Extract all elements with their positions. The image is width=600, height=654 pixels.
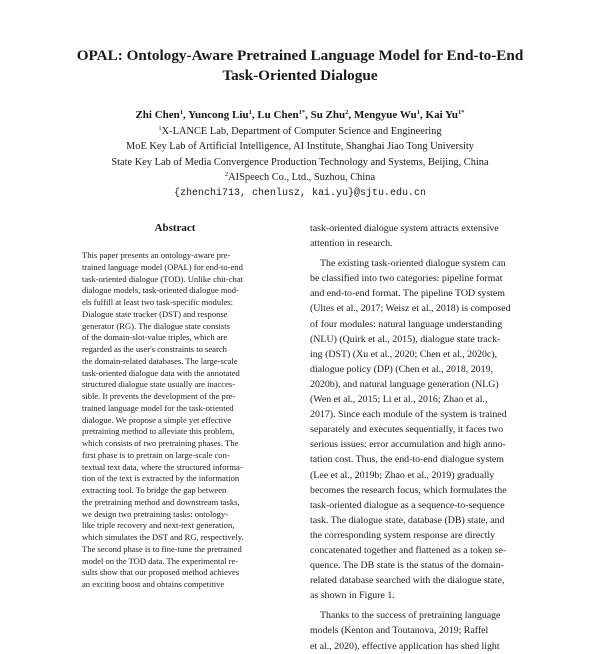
author-emails[interactable]: {zhenchi713, chenlusz, kai.yu}@sjtu.edu.cn xyxy=(173,187,427,199)
affil-sup: 1 xyxy=(158,124,162,132)
affiliation-text: X-LANCE Lab, Department of Computer Science and Engineering xyxy=(161,125,442,137)
abstract-line: dialogue models, task-oriented dialogue mod- xyxy=(82,285,239,296)
title-line: OPAL: Ontology-Aware Pretrained Language Model for End-to-End xyxy=(76,47,524,64)
affil-sup: 2 xyxy=(224,171,229,179)
author-affil: 2 xyxy=(345,109,349,116)
author-list: Zhi Chen$^1$, Yuncong Liu$^1$, Lu Chen$^{1*}$, Su Zhu$^2$, Mengyue Wu$^1$, Kai $Yu^{1*}$ xyxy=(135,109,465,121)
affiliation-text: AISpeech Co., Ltd., Suzhou, China xyxy=(228,172,376,184)
affiliation-line: State Key Lab of Media Convergence Production Technology and Systems, Beijing, China xyxy=(111,156,489,168)
body-line: task. The dialogue state, database (DB) state, and xyxy=(310,514,505,526)
abstract-line: sults show that our proposed method achieves xyxy=(82,567,240,578)
body-line: of four modules: natural language understanding xyxy=(310,318,503,330)
body-line: (Ultes et al., 2017; Weisz et al., 2018) is composed xyxy=(310,303,511,315)
abstract-body xyxy=(82,250,294,591)
abstract-line: structured dialogue state usually are inacces- xyxy=(82,379,236,390)
body-line: quence. The DB state is the status of the domain- xyxy=(310,560,504,572)
body-line: the corresponding system response are directly xyxy=(310,529,496,541)
author-name: Lu Chen xyxy=(257,109,299,121)
body-line: attention in research. xyxy=(310,238,393,250)
abstract-line: an exciting boost and obtains competitive xyxy=(82,579,225,589)
body-line: related database searched with the dialogue state, xyxy=(310,575,505,587)
abstract-line: generator (RG). The dialogue state consists xyxy=(82,320,230,331)
body-line: task-oriented dialogue system attracts extensive xyxy=(310,223,499,234)
title-line: Task-Oriented Dialogue xyxy=(222,67,378,84)
body-line: becomes the research focus, which formulates the xyxy=(310,484,507,496)
abstract-line: els fulfill at least two task-specific modules: xyxy=(82,297,233,307)
abstract-line: task-oriented dialogue (TOD). Unlike chit-chat xyxy=(82,273,243,284)
body-line: models (Kenton and Toutanova, 2019; Raffel xyxy=(310,625,489,637)
body-line: as shown in Figure 1. xyxy=(310,590,395,602)
author-affil: 1 xyxy=(248,109,252,116)
author-affil: 1 xyxy=(416,109,421,116)
body-line: and end-to-end format. The pipeline TOD system xyxy=(310,288,505,300)
abstract-line: tion of the text is extracted by the information xyxy=(82,473,240,484)
author-name: Mengyue Wu xyxy=(353,109,417,121)
body-line: ing (DST) (Xu et al., 2020; Chen et al., 2020c), xyxy=(310,348,498,360)
abstract-line: textual text data, where the structured informa- xyxy=(82,461,243,472)
body-line: serious issues: error accumulation and high anno- xyxy=(310,439,506,451)
affiliation-line: MoE Key Lab of Artificial Intelligence, AI Institute, Shanghai Jiao Tong University xyxy=(126,141,474,153)
abstract-line: which simulates the DST and RG, respectively. xyxy=(82,532,244,542)
author-affil: 1 xyxy=(179,109,184,116)
introduction-body xyxy=(310,221,566,654)
body-line: task-oriented dialogue as a sequence-to-sequence xyxy=(310,499,505,511)
author-name: Su Zhu xyxy=(310,109,346,121)
abstract-line: trained language model for the task-oriented xyxy=(82,402,234,413)
abstract-heading: Abstract xyxy=(154,222,196,234)
abstract-line: regarded as the user's constraints to search xyxy=(82,344,227,354)
abstract-line: model on the TOD data. The experimental re- xyxy=(82,555,239,566)
author-block xyxy=(40,108,560,202)
body-line: The existing task-oriented dialogue system can xyxy=(320,258,506,270)
author-affil: 1* xyxy=(458,109,465,116)
abstract-line: Dialogue state tracker (DST) and response xyxy=(82,308,228,319)
abstract-line: trained language model (OPAL) for end-to-end xyxy=(82,261,243,272)
abstract-line: of the domain-slot-value triples, which are xyxy=(82,332,228,343)
abstract-line: first phase is to pretrain on large-scale con- xyxy=(82,449,230,460)
body-line: 2020b), and natural language generation (NLG) xyxy=(310,378,499,390)
abstract-line: the pretraining method and downstream tasks, xyxy=(82,496,240,507)
body-line: dialogue policy (DP) (Chen et al., 2018, 2019, xyxy=(310,363,493,375)
author-name: Zhi Chen xyxy=(135,109,180,121)
affiliation-line xyxy=(40,170,560,186)
abstract-line: sible. It prevents the development of the pre- xyxy=(82,391,236,401)
body-line: be classified into two categories: pipeline format xyxy=(310,273,503,285)
body-line: separately and executes sequentially, it faces two xyxy=(310,424,504,436)
abstract-line: pretraining method to alleviate this problem, xyxy=(82,426,235,437)
affiliation-line xyxy=(40,124,560,140)
author-name: Yuncong Liu xyxy=(188,109,249,121)
abstract-line: which consists of two pretraining phases. The xyxy=(82,438,239,448)
body-line: concatenated together and flattened as a token se- xyxy=(310,544,507,556)
paper-title xyxy=(40,46,560,86)
abstract-line: like triple recovery and next-text generation, xyxy=(82,520,235,531)
body-line: (Lee et al., 2019b; Zhao et al., 2019) gradually xyxy=(310,469,495,481)
abstract-line: extracting tool. To bridge the gap between xyxy=(82,485,227,495)
body-line: (NLU) (Quirk et al., 2015), dialogue state track- xyxy=(310,333,501,345)
abstract-line: dialogue. We propose a simple yet effective xyxy=(82,414,232,425)
body-line: 2017). Since each module of the system is trained xyxy=(310,409,507,421)
body-line: (Wen et al., 2015; Li et al., 2016; Zhao et al., xyxy=(310,394,488,406)
abstract-line: task-oriented dialogue data with the annotated xyxy=(82,367,240,378)
abstract-line: we design two pretraining tasks: ontology- xyxy=(82,508,228,519)
abstract-line: the domain-related databases. The large-scale xyxy=(82,355,238,366)
author-affil: 1* xyxy=(298,109,306,116)
body-line: Thanks to the success of pretraining language xyxy=(320,610,501,622)
author-name: Kai Yu xyxy=(425,109,459,121)
abstract-line: The second phase is to fine-tune the pretrained xyxy=(82,543,242,554)
abstract-line: This paper presents an ontology-aware pre- xyxy=(82,250,231,260)
body-line: tation cost. Thus, the end-to-end dialogue system xyxy=(310,454,504,466)
body-line: et al., 2020), effective application has shed light xyxy=(310,640,500,652)
